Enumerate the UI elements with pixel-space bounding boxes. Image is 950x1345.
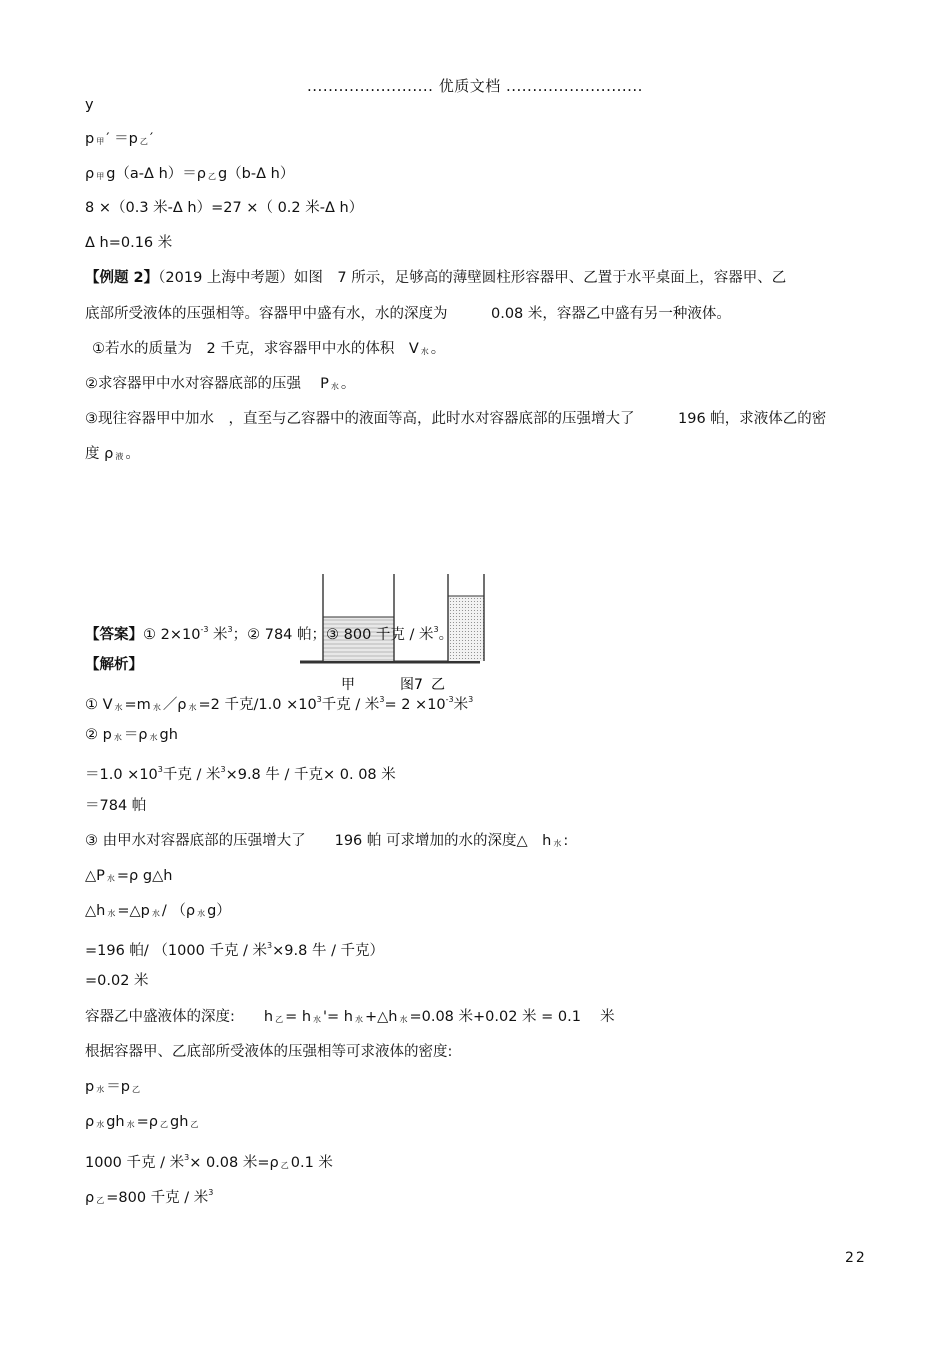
analysis-step-8: =196 帕/ （1000 千克 / 米$^3$×9.8 牛 / 千克） bbox=[85, 941, 385, 959]
liquid-in-container-yi bbox=[448, 596, 484, 661]
answer-tag: 【答案】 bbox=[85, 627, 143, 643]
analysis-tag: 【解析】 bbox=[85, 657, 143, 673]
equation-substitution: 8 ×（0.3 米-Δ h）=27 ×（ 0.2 米-Δ h） bbox=[85, 200, 364, 216]
analysis-step-6: △P $_水$ =ρ g△h bbox=[85, 868, 173, 884]
question-3-line-2: 度 ρ $_液$ 。 bbox=[85, 446, 140, 462]
equation-result: Δ h=0.16 米 bbox=[85, 235, 173, 251]
problem-tag: 【例题 2】 bbox=[85, 270, 159, 286]
problem-line-1: 【例题 2】（2019 上海中考题）如图 7 所示，足够高的薄壁圆柱形容器甲、乙置于水平桌面上，容器甲、乙 bbox=[85, 270, 787, 286]
analysis-step-4: ＝784 帕 bbox=[85, 798, 147, 814]
analysis-step-1: ① V $_水$ =m $_水$ ／ρ $_水$ =2 千克$/1.0 \times 10^3$千克 / 米$^3= 2 \times 10^{-3}$米$^3$ bbox=[85, 695, 474, 713]
question-1: ①若水的质量为 2 千克，求容器甲中水的体积 V $_水$ 。 bbox=[92, 341, 446, 357]
analysis-step-10: 容器乙中盛液体的深度: h $_乙$ = h $_水$ '= h $_水$ +△h $_水$ =0.08 米+0.02 米 = 0.1 米 bbox=[85, 1009, 615, 1025]
analysis-step-14: 1000 千克 / 米$^3$× 0.08 米=ρ $_乙$ 0.1 米 bbox=[85, 1153, 333, 1171]
analysis-step-12: p $_水$ ＝p $_乙$ bbox=[85, 1079, 140, 1095]
problem-line-2: 底部所受液体的压强相等。容器甲中盛有水，水的深度为 0.08 米，容器乙中盛有另一种液体。 bbox=[85, 306, 731, 322]
analysis-step-7: △h $_水$ =△p $_水$ / （ρ $_水$ g） bbox=[85, 903, 231, 919]
answer-line: 【答案】① $2\times 10^{-3}$ 米$^3$；② 784 帕；③ 800 千克 / 米$^3$。 bbox=[85, 625, 454, 643]
label-yi: 乙 bbox=[431, 677, 445, 693]
analysis-step-5: ③ 由甲水对容器底部的压强增大了 196 帕 可求增加的水的深度△ h $_水$ : bbox=[85, 833, 569, 849]
question-2: ②求容器甲中水对容器底部的压强 P $_水$ 。 bbox=[85, 376, 356, 392]
analysis-step-2: ② p $_水$ ＝ρ $_水$ gh bbox=[85, 727, 178, 743]
page-header: ........................ 优质文档 .......................... bbox=[307, 77, 643, 95]
page-number: 22 bbox=[845, 1250, 867, 1266]
analysis-step-15: ρ $_乙$ =800 千克 / 米$^3$ bbox=[85, 1188, 214, 1206]
label-jia: 甲 bbox=[341, 677, 355, 693]
analysis-step-13: ρ $_水$ gh $_水$ =ρ $_乙$ gh $_乙$ bbox=[85, 1114, 199, 1130]
text-y: y bbox=[85, 97, 94, 113]
equation-pressure-equal: p $_甲$ ′ ＝p $_乙$ ′ bbox=[85, 131, 154, 147]
question-3-line-1: ③现往容器甲中加水 ，直至与乙容器中的液面等高，此时水对容器底部的压强增大了 196 帕，求液体乙的密 bbox=[85, 411, 827, 427]
analysis-step-9: =0.02 米 bbox=[85, 973, 149, 989]
analysis-step-11: 根据容器甲、乙底部所受液体的压强相等可求液体的密度: bbox=[85, 1044, 453, 1060]
label-figure: 图7 bbox=[400, 677, 423, 693]
analysis-step-3: $=1.0 \times 10^3$千克 / 米$^3$×9.8 牛 / 千克× 0. 08 米 bbox=[85, 765, 396, 783]
equation-density: ρ $_甲$ g（a-Δ h）＝ρ $_乙$ g（b-Δ h） bbox=[85, 166, 295, 182]
